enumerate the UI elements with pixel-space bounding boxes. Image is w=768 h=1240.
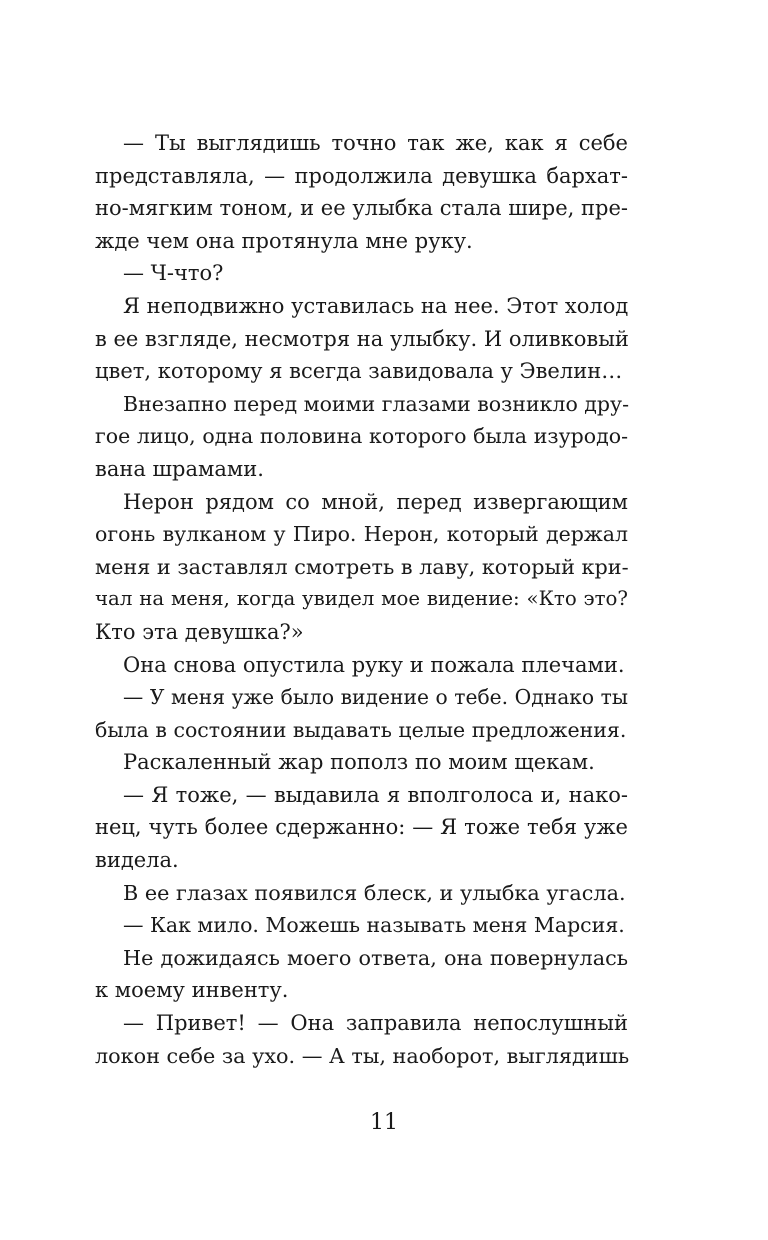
page-body bbox=[95, 127, 628, 1072]
text-line: Она снова опустила руку и пожала плечами. bbox=[123, 652, 625, 677]
text-line: гое лицо, одна половина которого была изуродо- bbox=[95, 424, 628, 449]
text-line: — Ты выглядишь точно так же, как я себе bbox=[123, 131, 628, 155]
text-line: к моему инвенту. bbox=[95, 978, 289, 1003]
text-line: но-мягким тоном, и ее улыбка стала шире, пре- bbox=[95, 196, 628, 221]
text-line: представляла, — продолжила девушка бархат- bbox=[95, 163, 628, 188]
text-line: Не дожидаясь моего ответа, она повернулась bbox=[123, 945, 628, 970]
text-line: огонь вулканом у Пиро. Нерон, который держал bbox=[95, 522, 628, 547]
text-line: Внезапно перед моими глазами возникло дру- bbox=[123, 391, 630, 416]
text-line: Кто эта девушка?» bbox=[95, 619, 304, 644]
text-line: В ее глазах появился блеск, и улыбка угасла. bbox=[123, 880, 626, 905]
text-line: меня и заставлял смотреть в лаву, который кри- bbox=[95, 554, 629, 579]
text-line: — Как мило. Можешь называть меня Марсия. bbox=[123, 913, 625, 938]
text-line: — У меня уже было видение о тебе. Однако ты bbox=[123, 685, 628, 710]
text-line: вана шрамами. bbox=[95, 456, 264, 481]
text-line: Раскаленный жар пополз по моим щекам. bbox=[123, 750, 595, 775]
text-line: — Привет! — Она заправила непослушный bbox=[123, 1011, 628, 1036]
text-line: цвет, которому я всегда завидовала у Эвелин… bbox=[95, 359, 623, 384]
text-line: локон себе за ухо. — А ты, наоборот, выглядишь bbox=[95, 1043, 630, 1068]
text-line: видела. bbox=[95, 848, 179, 873]
text-line: — Я тоже, — выдавила я вполголоса и, нако- bbox=[123, 782, 628, 807]
text-line: Я неподвижно уставилась на нее. Этот холод bbox=[123, 293, 629, 318]
text-line: в ее взгляде, несмотря на улыбку. И оливковый bbox=[95, 326, 629, 351]
page-number: 11 bbox=[370, 1110, 398, 1135]
text-line: Нерон рядом со мной, перед извергающим bbox=[123, 489, 628, 514]
text-line: — Ч-что? bbox=[123, 261, 224, 286]
text-line: жде чем она протянула мне руку. bbox=[95, 228, 473, 253]
text-line: нец, чуть более сдержанно: — Я тоже тебя уже bbox=[95, 815, 628, 840]
text-line: была в состоянии выдавать целые предложения. bbox=[95, 717, 627, 742]
text-line: чал на меня, когда увидел мое видение: «Кто это? bbox=[95, 587, 628, 611]
